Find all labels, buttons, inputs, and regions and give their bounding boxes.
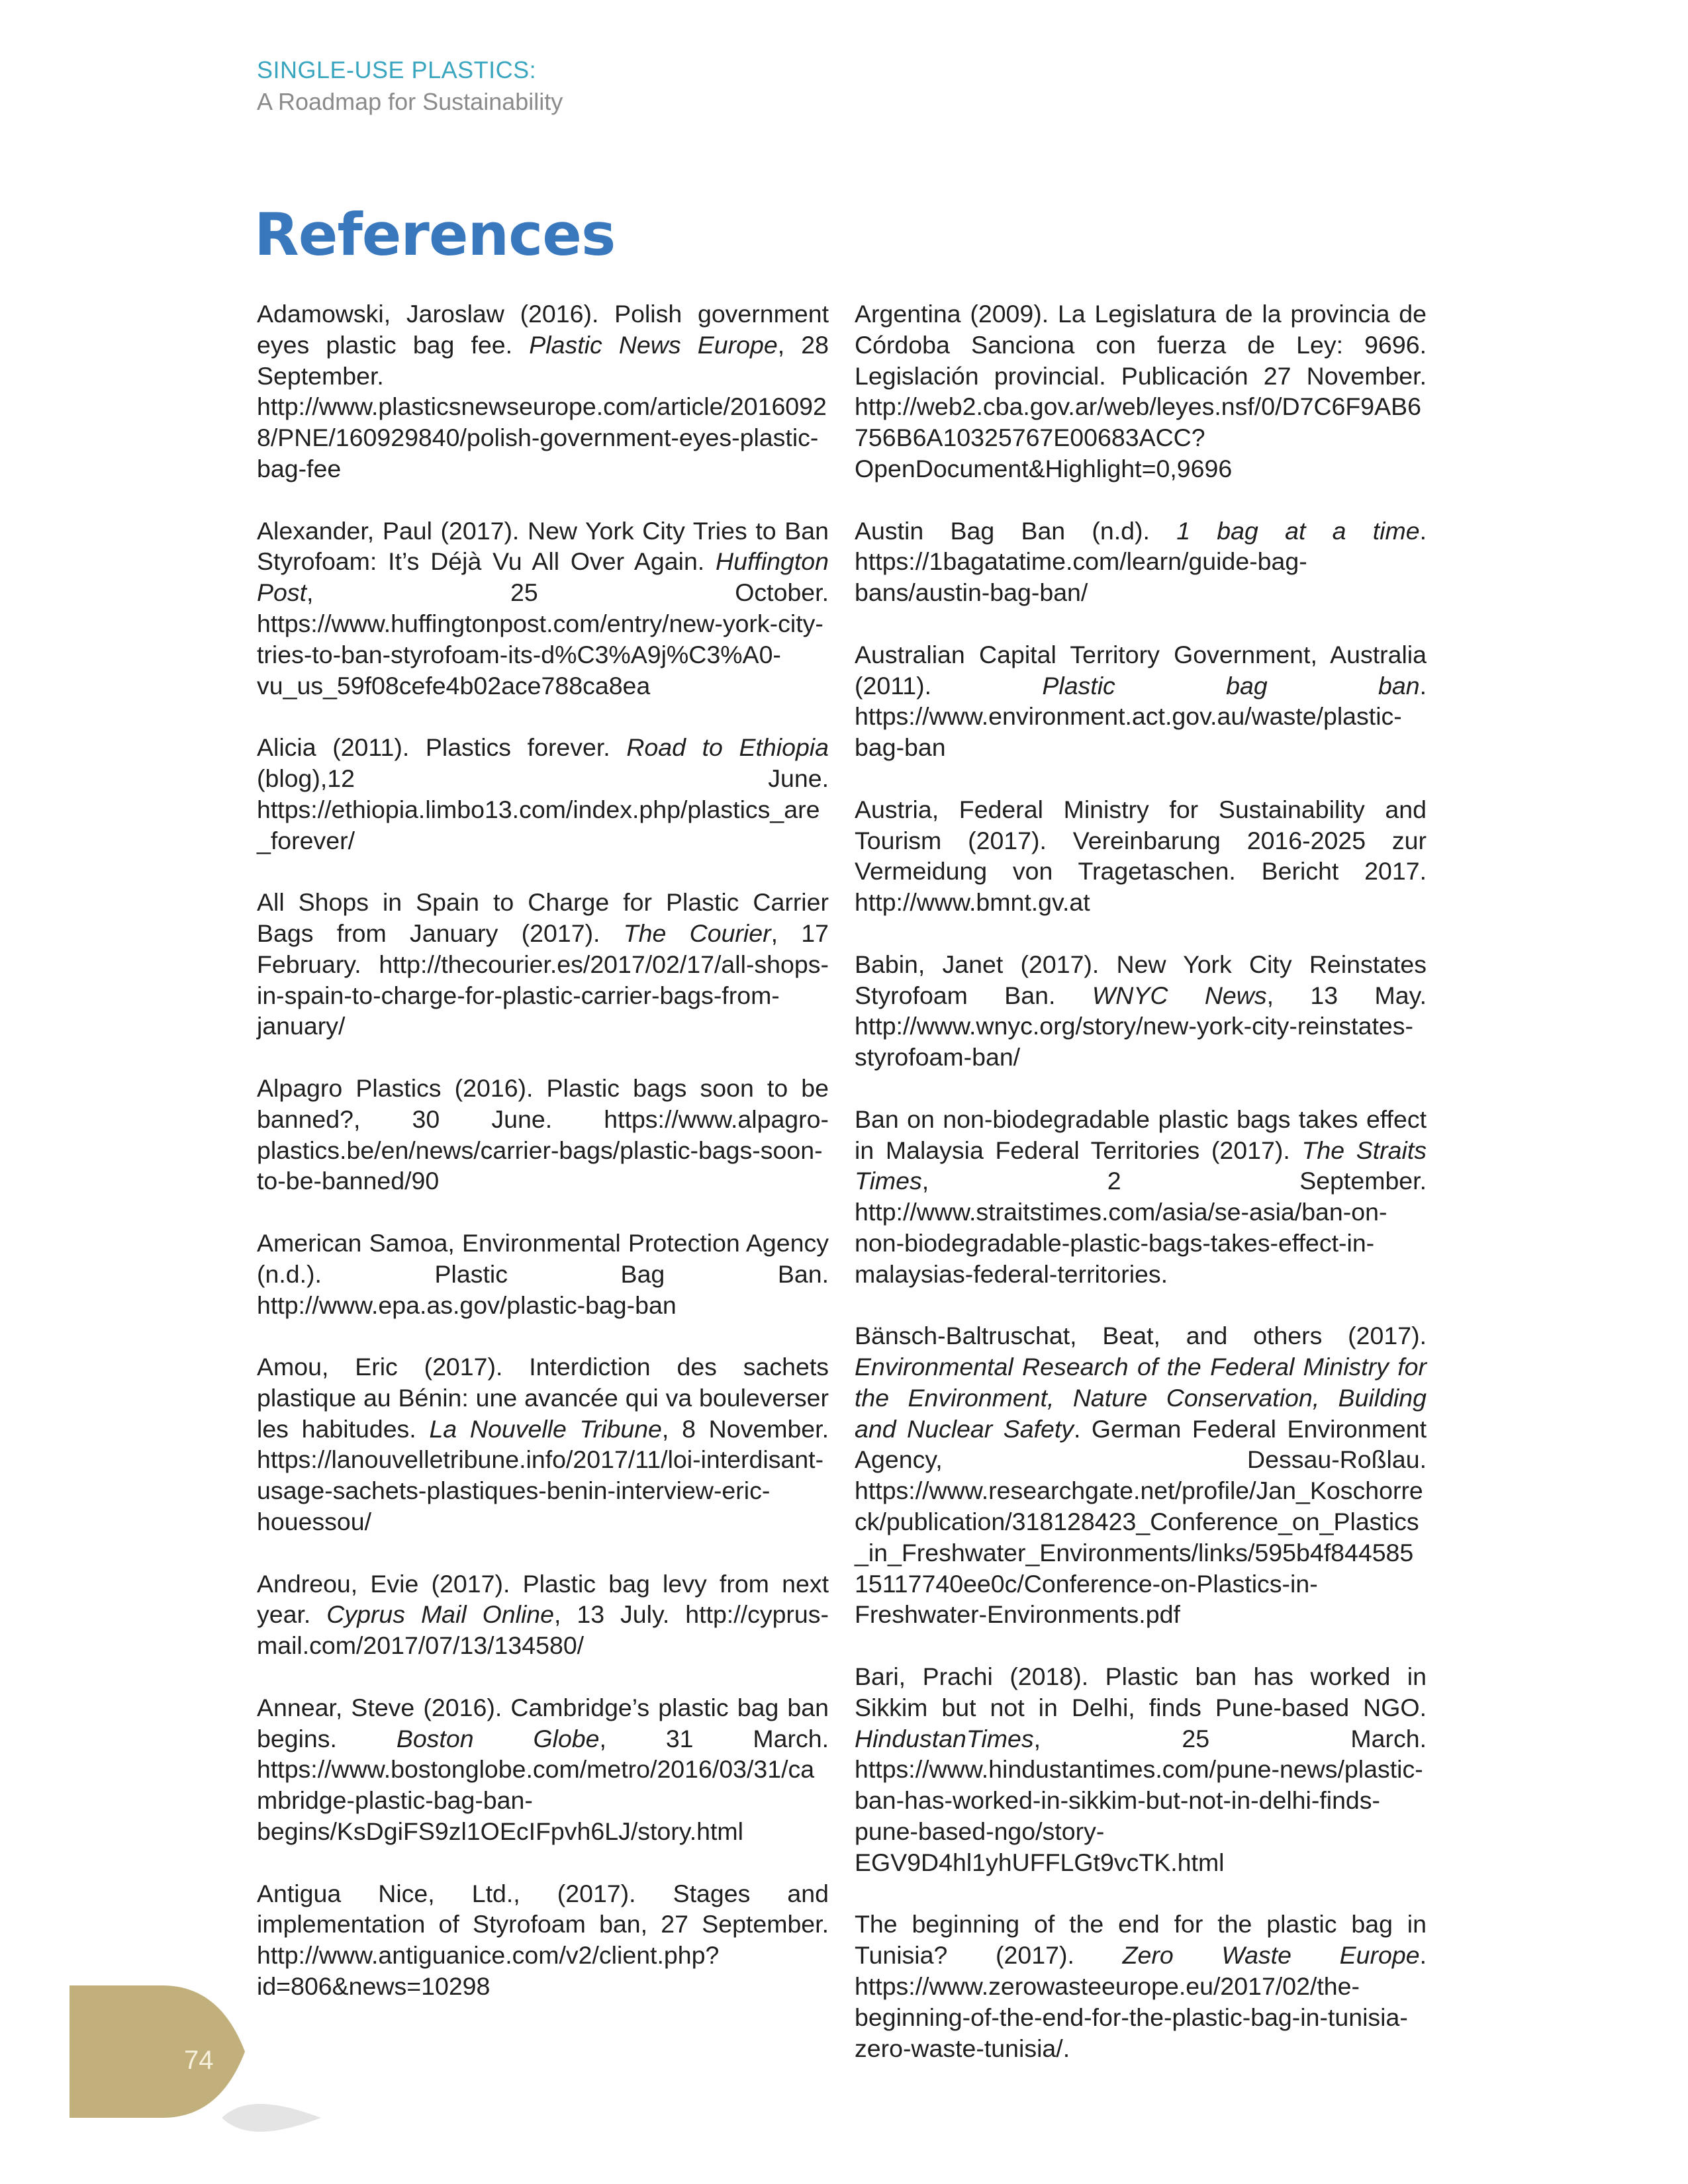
page-title: References [254,201,616,269]
reference-item: The beginning of the end for the plastic bag in Tunisia? (2017). Zero Waste Europe. https://www.zerowasteeurope.eu/2017/02/the-beginning-of-the-end-for-the-plastic-bag-in-tunisia-zero-waste-tunisia/. [855,1910,1427,2062]
reference-item: Antigua Nice, Ltd., (2017). Stages and implementation of Styrofoam ban, 27 September. http://www.antiguanice.com/v2/client.php?id=806&news=10298 [257,1879,829,2001]
badge-shadow-shape [222,2104,321,2132]
references-column-right [855,298,1427,2095]
reference-item: Alexander, Paul (2017). New York City Tries to Ban Styrofoam: It’s Déjà Vu All Over Again. Huffington Post, 25 October. https://www.huffingtonpost.com/entry/new-york-city-tries-to-ban-styrofoam-its-d%C3%A9j%C3%A0-vu_us_59f08cefe4b02ace788ca8ea [257,516,829,700]
references-column-left [257,298,829,2033]
reference-item: American Samoa, Environmental Protection Agency (n.d.). Plastic Bag Ban. http://www.epa.as.gov/plastic-bag-ban [257,1228,829,1319]
reference-item: Amou, Eric (2017). Interdiction des sachets plastique au Bénin: une avancée qui va bouleverser les habitudes. La Nouvelle Tribune, 8 November. https://lanouvelletribune.info/2017/11/loi-interdisant-usage-sachets-plastiques-benin-interview-eric-houessou/ [257,1353,829,1536]
reference-item: Australian Capital Territory Government, Australia (2011). Plastic bag ban. https://www.environment.act.gov.au/waste/plastic-bag-ban [855,640,1427,762]
reference-item: Adamowski, Jaroslaw (2016). Polish government eyes plastic bag fee. Plastic News Europe, 28 September. http://www.plasticsnewseurope.com/article/20160928/PNE/160929840/polish-government-eyes-plastic-bag-fee [257,300,829,482]
running-header [257,54,563,118]
running-header-title: SINGLE-USE PLASTICS: [257,56,537,83]
reference-item: Bari, Prachi (2018). Plastic ban has worked in Sikkim but not in Delhi, finds Pune-based NGO. HindustanTimes, 25 March. https://www.hindustantimes.com/pune-news/plastic-ban-has-worked-in-sikkim-but-not-in-delhi-finds-pune-based-ngo/story-EGV9D4hl1yhUFFLGt9vcTK.html [855,1662,1427,1876]
reference-item: Austria, Federal Ministry for Sustainability and Tourism (2017). Vereinbarung 2016-2025 zur Vermeidung von Tragetaschen. Bericht 2017. http://www.bmnt.gv.at [855,795,1427,917]
reference-item: Ban on non-biodegradable plastic bags takes effect in Malaysia Federal Territories (2017). The Straits Times, 2 September. http://www.straitstimes.com/asia/se-asia/ban-on-non-biodegradable-plastic-bags-takes-effect-in-malaysias-federal-territories. [855,1105,1427,1288]
reference-item: Alicia (2011). Plastics forever. Road to Ethiopia (blog),12 June. https://ethiopia.limbo13.com/index.php/plastics_are_forever/ [257,733,829,854]
reference-item: Andreou, Evie (2017). Plastic bag levy from next year. Cyprus Mail Online, 13 July. http://cyprus-mail.com/2017/07/13/134580/ [257,1569,829,1660]
page-number: 74 [184,2046,214,2075]
reference-item: Alpagro Plastics (2016). Plastic bags soon to be banned?, 30 June. https://www.alpagro-plastics.be/en/news/carrier-bags/plastic-bags-soon-to-be-banned/90 [257,1073,829,1195]
reference-item: Austin Bag Ban (n.d). 1 bag at a time. https://1bagatatime.com/learn/guide-bag-bans/austin-bag-ban/ [855,516,1427,607]
reference-item: Argentina (2009). La Legislatura de la provincia de Córdoba Sanciona con fuerza de Ley: 9696. Legislación provincial. Publicación 27 November. http://web2.cba.gov.ar/web/leyes.nsf/0/D7C6F9AB6756B6A10325767E00683ACC?OpenDocument&Highlight=0,9696 [855,300,1427,482]
badge-leaf-shape [70,1985,245,2118]
running-header-subtitle: A Roadmap for Sustainability [257,88,563,115]
reference-item: Annear, Steve (2016). Cambridge’s plastic bag ban begins. Boston Globe, 31 March. https://www.bostonglobe.com/metro/2016/03/31/cambridge-plastic-bag-ban-begins/KsDgiFS9zl1OEcIFpvh6LJ/story.html [257,1693,829,1846]
reference-item: All Shops in Spain to Charge for Plastic Carrier Bags from January (2017). The Courier, 17 February. http://thecourier.es/2017/02/17/all-shops-in-spain-to-charge-for-plastic-carrier-bags-from-january/ [257,888,829,1040]
reference-item: Babin, Janet (2017). New York City Reinstates Styrofoam Ban. WNYC News, 13 May. http://www.wnyc.org/story/new-york-city-reinstates-styrofoam-ban/ [855,950,1427,1071]
reference-item: Bänsch-Baltruschat, Beat, and others (2017). Environmental Research of the Federal Ministry for the Environment, Nature Conservation, Building and Nuclear Safety. German Federal Environment Agency, Dessau-Roßlau. https://www.researchgate.net/profile/Jan_Koschorreck/publication/318128423_Conference_on_Plastics_in_Freshwater_Environments/links/595b4f84458515117740ee0c/Conference-on-Plastics-in-Freshwater-Environments.pdf [855,1322,1427,1629]
